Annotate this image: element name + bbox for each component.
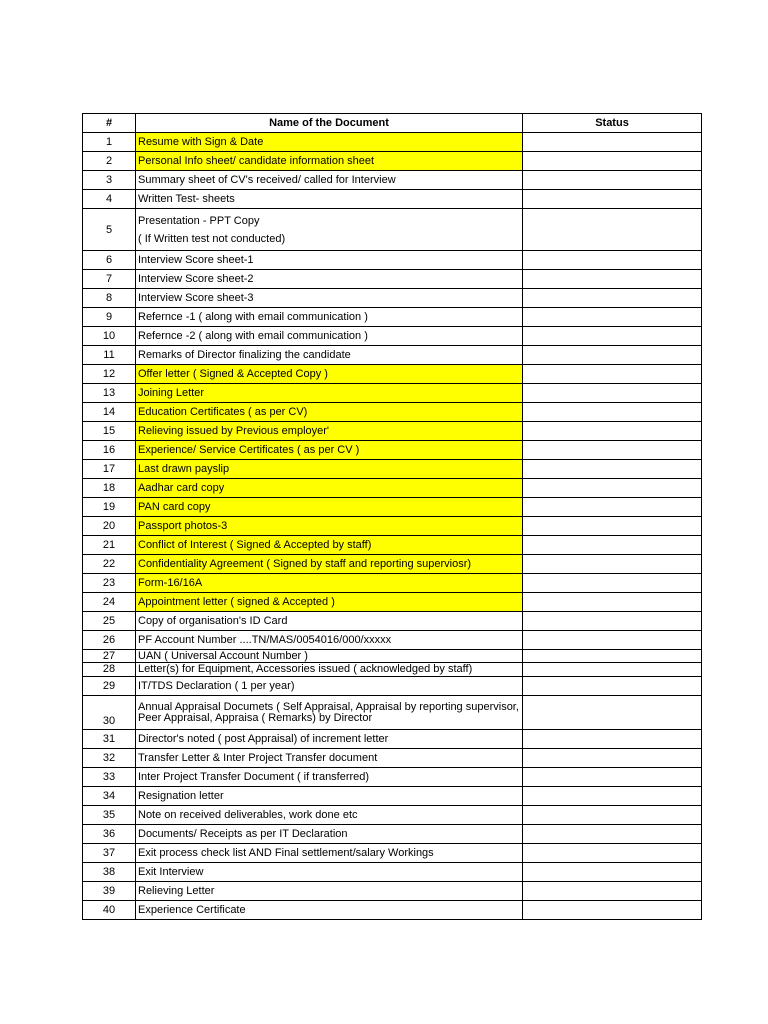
status-cell[interactable]: [523, 768, 702, 787]
document-name: Copy of organisation's ID Card: [136, 612, 523, 631]
document-name: Experience Certificate: [136, 901, 523, 920]
status-cell[interactable]: [523, 663, 702, 677]
row-number: 5: [83, 209, 136, 251]
document-name: Resume with Sign & Date: [136, 133, 523, 152]
document-name: Joining Letter: [136, 384, 523, 403]
column-header-number: #: [83, 114, 136, 133]
document-name: Conflict of Interest ( Signed & Accepted by staff): [136, 536, 523, 555]
table-row: [83, 536, 702, 555]
status-cell[interactable]: [523, 190, 702, 209]
row-number: 22: [83, 555, 136, 574]
document-name: Refernce -1 ( along with email communication ): [136, 308, 523, 327]
status-cell[interactable]: [523, 844, 702, 863]
table-row: [83, 152, 702, 171]
document-name: Interview Score sheet-2: [136, 270, 523, 289]
row-number: 4: [83, 190, 136, 209]
row-number: 16: [83, 441, 136, 460]
table-row: [83, 346, 702, 365]
row-number: 31: [83, 730, 136, 749]
row-number: 3: [83, 171, 136, 190]
status-cell[interactable]: [523, 441, 702, 460]
status-cell[interactable]: [523, 460, 702, 479]
status-cell[interactable]: [523, 787, 702, 806]
table-row: [83, 787, 702, 806]
status-cell[interactable]: [523, 308, 702, 327]
document-name-line-2: ( If Written test not conducted): [138, 232, 286, 245]
row-number: 1: [83, 133, 136, 152]
document-name: Form-16/16A: [136, 574, 523, 593]
table-row: [83, 327, 702, 346]
table-row: [83, 631, 702, 650]
document-name: Documents/ Receipts as per IT Declaration: [136, 825, 523, 844]
row-number: 12: [83, 365, 136, 384]
document-name: Offer letter ( Signed & Accepted Copy ): [136, 365, 523, 384]
document-name: Education Certificates ( as per CV): [136, 403, 523, 422]
document-name: Exit Interview: [136, 863, 523, 882]
status-cell[interactable]: [523, 650, 702, 663]
document-name: Inter Project Transfer Document ( if transferred): [136, 768, 523, 787]
table-row: [83, 171, 702, 190]
table-row: [83, 749, 702, 768]
table-row: [83, 479, 702, 498]
document-name: Resignation letter: [136, 787, 523, 806]
table-row: [83, 209, 702, 251]
document-name: Transfer Letter & Inter Project Transfer document: [136, 749, 523, 768]
table-row: [83, 289, 702, 308]
document-name: [136, 209, 523, 251]
table-row: [83, 882, 702, 901]
status-cell[interactable]: [523, 806, 702, 825]
status-cell[interactable]: [523, 517, 702, 536]
table-row: [83, 730, 702, 749]
status-cell[interactable]: [523, 403, 702, 422]
document-name: Annual Appraisal Documets ( Self Appraisal, Appraisal by reporting supervisor, Peer Appraisal, Appraisa ( Remarks) by Director: [136, 696, 523, 730]
document-name: Letter(s) for Equipment, Accessories issued ( acknowledged by staff): [136, 663, 523, 677]
table-row: [83, 901, 702, 920]
document-name: Director's noted ( post Appraisal) of increment letter: [136, 730, 523, 749]
document-name: Relieving issued by Previous employer': [136, 422, 523, 441]
status-cell[interactable]: [523, 631, 702, 650]
row-number: 17: [83, 460, 136, 479]
status-cell[interactable]: [523, 555, 702, 574]
table-row: [83, 251, 702, 270]
table-row: [83, 863, 702, 882]
table-row: [83, 825, 702, 844]
row-number: 37: [83, 844, 136, 863]
table-row: [83, 806, 702, 825]
table-row: [83, 696, 702, 730]
status-cell[interactable]: [523, 901, 702, 920]
document-name: Written Test- sheets: [136, 190, 523, 209]
status-cell[interactable]: [523, 696, 702, 730]
table-row: [83, 768, 702, 787]
document-name: Confidentiality Agreement ( Signed by staff and reporting superviosr): [136, 555, 523, 574]
row-number: 18: [83, 479, 136, 498]
table-row: [83, 133, 702, 152]
row-number: 32: [83, 749, 136, 768]
row-number: 8: [83, 289, 136, 308]
status-cell[interactable]: [523, 863, 702, 882]
status-cell[interactable]: [523, 677, 702, 696]
row-number: 36: [83, 825, 136, 844]
table-row: [83, 593, 702, 612]
row-number: 39: [83, 882, 136, 901]
document-name: PAN card copy: [136, 498, 523, 517]
status-cell[interactable]: [523, 498, 702, 517]
row-number: 38: [83, 863, 136, 882]
row-number: 13: [83, 384, 136, 403]
row-number: 15: [83, 422, 136, 441]
row-number: 19: [83, 498, 136, 517]
table-row: [83, 663, 702, 677]
table-row: [83, 384, 702, 403]
row-number: 23: [83, 574, 136, 593]
row-number: 34: [83, 787, 136, 806]
document-name: Last drawn payslip: [136, 460, 523, 479]
status-cell[interactable]: [523, 270, 702, 289]
row-number: 6: [83, 251, 136, 270]
document-name: Remarks of Director finalizing the candidate: [136, 346, 523, 365]
document-name: Aadhar card copy: [136, 479, 523, 498]
document-name: Personal Info sheet/ candidate information sheet: [136, 152, 523, 171]
row-number: 29: [83, 677, 136, 696]
status-cell[interactable]: [523, 171, 702, 190]
status-cell[interactable]: [523, 365, 702, 384]
row-number: 11: [83, 346, 136, 365]
row-number: 9: [83, 308, 136, 327]
status-cell[interactable]: [523, 574, 702, 593]
row-number: 21: [83, 536, 136, 555]
table-row: [83, 612, 702, 631]
document-name: Interview Score sheet-1: [136, 251, 523, 270]
table-row: [83, 574, 702, 593]
status-cell[interactable]: [523, 133, 702, 152]
row-number: 33: [83, 768, 136, 787]
status-cell[interactable]: [523, 422, 702, 441]
status-cell[interactable]: [523, 346, 702, 365]
table-row: [83, 498, 702, 517]
table-row: [83, 365, 702, 384]
table-row: [83, 441, 702, 460]
row-number: 10: [83, 327, 136, 346]
document-name: Refernce -2 ( along with email communication ): [136, 327, 523, 346]
document-name: Exit process check list AND Final settlement/salary Workings: [136, 844, 523, 863]
document-name: UAN ( Universal Account Number ): [136, 650, 523, 663]
status-cell[interactable]: [523, 882, 702, 901]
table-row: [83, 270, 702, 289]
status-cell[interactable]: [523, 209, 702, 251]
status-cell[interactable]: [523, 251, 702, 270]
table-row: [83, 190, 702, 209]
status-cell[interactable]: [523, 479, 702, 498]
status-cell[interactable]: [523, 384, 702, 403]
status-cell[interactable]: [523, 536, 702, 555]
document-name: PF Account Number ....TN/MAS/0054016/000/xxxxx: [136, 631, 523, 650]
row-number: 30: [83, 696, 136, 730]
column-header-status: Status: [523, 114, 702, 133]
row-number: 2: [83, 152, 136, 171]
status-cell[interactable]: [523, 730, 702, 749]
status-cell[interactable]: [523, 593, 702, 612]
row-number: 35: [83, 806, 136, 825]
row-number: 40: [83, 901, 136, 920]
row-number: 28: [83, 663, 136, 677]
table-row: [83, 460, 702, 479]
table-row: [83, 555, 702, 574]
status-cell[interactable]: [523, 327, 702, 346]
status-cell[interactable]: [523, 825, 702, 844]
document-name: Note on received deliverables, work done etc: [136, 806, 523, 825]
table-row: [83, 677, 702, 696]
status-cell[interactable]: [523, 152, 702, 171]
document-name: IT/TDS Declaration ( 1 per year): [136, 677, 523, 696]
row-number: 27: [83, 650, 136, 663]
status-cell[interactable]: [523, 289, 702, 308]
document-name: Interview Score sheet-3: [136, 289, 523, 308]
column-header-document-name: Name of the Document: [136, 114, 523, 133]
document-name: Passport photos-3: [136, 517, 523, 536]
table-row: [83, 308, 702, 327]
row-number: 7: [83, 270, 136, 289]
row-number: 14: [83, 403, 136, 422]
table-header-row: [83, 114, 702, 133]
row-number: 24: [83, 593, 136, 612]
document-name: Appointment letter ( signed & Accepted ): [136, 593, 523, 612]
status-cell[interactable]: [523, 612, 702, 631]
table-row: [83, 403, 702, 422]
row-number: 26: [83, 631, 136, 650]
document-name: Relieving Letter: [136, 882, 523, 901]
table-row: [83, 844, 702, 863]
status-cell[interactable]: [523, 749, 702, 768]
document-name-line-1: Presentation - PPT Copy: [138, 214, 260, 227]
row-number: 20: [83, 517, 136, 536]
document-checklist-table: [82, 113, 702, 920]
document-name: Experience/ Service Certificates ( as per CV ): [136, 441, 523, 460]
row-number: 25: [83, 612, 136, 631]
table-row: [83, 650, 702, 663]
document-name: Summary sheet of CV's received/ called for Interview: [136, 171, 523, 190]
table-row: [83, 422, 702, 441]
table-row: [83, 517, 702, 536]
